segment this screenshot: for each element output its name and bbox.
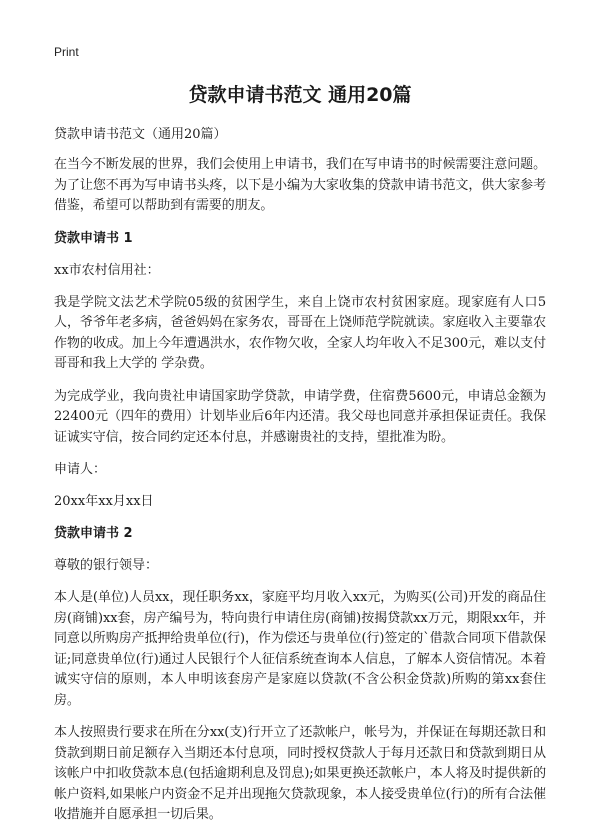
print-label: Print [54,45,79,59]
section-1-paragraph-1: 我是学院文法艺术学院05级的贫困学生，来自上饶市农村贫困家庭。现家庭有人口5人，爷爷年老多病，爸爸妈妈在家务农，哥哥在上饶师范学院就读。家庭收入主要靠农作物的收成。加上今年遭遇洪水，农作物欠收，全家人均年收入不足300元，难以支付哥哥和我上大学的 学杂费。 [54,294,546,371]
section-heading-1: 贷款申请书 1 [54,230,133,246]
section-1-addressee: xx市农村信用社： [54,262,160,278]
section-1-paragraph-2: 为完成学业，我向贵社申请国家助学贷款，申请学费，住宿费5600元，申请总金额为22400元（四年的费用）计划毕业后6年内还清。我父母也同意并承担保证责任。我保证诚实守信，按合同约定还本付息，并感谢贵社的支持，望批准为盼。 [54,388,546,445]
section-heading-2: 贷款申请书 2 [54,526,133,541]
section-1-signature: 申请人： [54,462,107,477]
section-2-paragraph-1: 本人是(单位)人员xx，现任职务xx，家庭平均月收入xx元，为购买(公司)开发的商品住房(商铺)xx套，房产编号为，特向贵行申请住房(商铺)按揭贷款xx万元，期限xx年，并同意以所购房产抵押给贵单位(行)，作为偿还与贵单位(行)签定的`借款合同项下借款保证;同意贵单位(行)通过人民银行个人征信系统查询本人信息，了解本人资信情况。本着诚实守信的原则，本人申明该套房产是家庭以贷款(不含公积金贷款)所购的第xx套住房。 [54,590,546,708]
section-2-paragraph-2: 本人按照贵行要求在所在分xx(支)行开立了还款帐户，帐号为，并保证在每期还款日和贷款到期日前足额存入当期还本付息项，同时授权贷款人于每月还款日和贷款到期日从该帐户中扣收贷款本息(包括逾期利息及罚息);如果更换还款帐户，本人将及时提供新的帐户资料,如果帐户内资金不足并出现拖欠贷款现象，本人接受贵单位(行)的所有合法催收措施并自愿承担一切后果。 [54,725,546,822]
section-2-addressee: 尊敬的银行领导： [54,558,159,573]
document-subtitle: 贷款申请书范文（通用20篇） [54,127,227,142]
intro-paragraph: 在当今不断发展的世界，我们会使用上申请书，我们在写申请书的时候需要注意问题。为了让您不再为写申请书头疼，以下是小编为大家收集的贷款申请书范文，供大家参考借鉴，希望可以帮助到有需要的朋友。 [54,157,546,213]
document-title: 贷款申请书范文 通用20篇 [188,84,412,106]
section-1-date: 20xx年xx月xx日 [54,494,154,509]
